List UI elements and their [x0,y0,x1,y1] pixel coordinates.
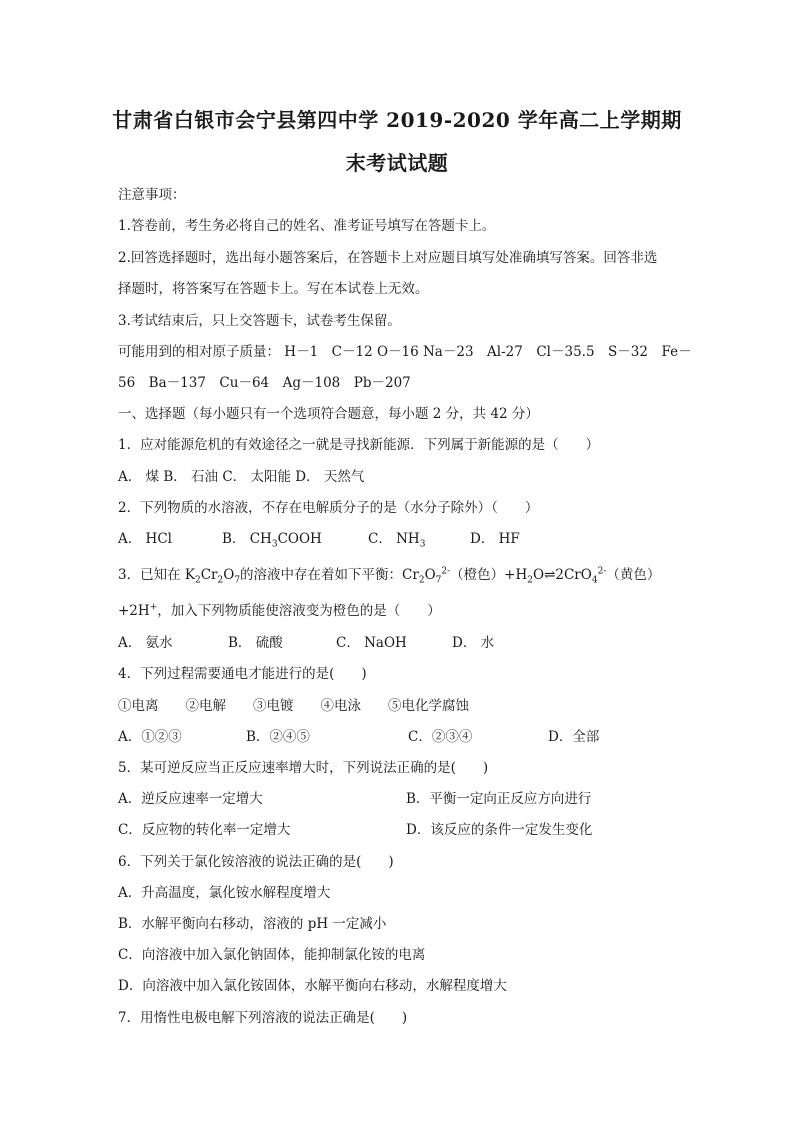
text: （橙色）+H [450,567,528,583]
subscript: 2 [217,575,224,586]
option-d: D．该反应的条件一定发生变化 [406,822,593,838]
option-b: B． 硫酸 [228,635,283,651]
option-c: C．②③④ [408,729,473,745]
subscript: 4 [591,575,598,586]
subscript: 2 [527,575,533,586]
section-heading: 一、选择题（每小题只有一个选项符合题意，每小题 2 分，共 42 分） [118,406,539,422]
text: （黄色） [606,567,661,583]
option-d: D． HF [470,531,520,547]
superscript: + [149,602,158,613]
text: Cr [200,567,218,583]
subscript: 3 [419,539,426,550]
notice-item-2-line-2: 择题时，将答案写在答题卡上。写在本试卷上无效。 [118,281,429,297]
option-a: A． 氨水 [118,635,173,651]
notice-item-2-line-1: 2.回答选择题时，选出每小题答案后，在答题卡上对应题目填写处准确填写答案。回答非选 [118,250,658,266]
option-b-text: B． CH [222,531,272,547]
question-3-stem-line-2 [118,602,688,620]
text: O [223,567,235,583]
question-6-option-c: C．向溶液中加入氯化钠固体，能抑制氯化铵的电离 [118,947,426,963]
option-c: C．反应物的转化率一定增大 [118,822,291,838]
option-b: B．平衡一定向正反应方向进行 [406,791,592,807]
question-6-option-a: A．升高温度，氯化铵水解程度增大 [118,885,331,901]
question-1-options: A． 煤 B． 石油 C． 太阳能 D． 天然气 [118,469,365,485]
atomic-masses-line-2: 56 Ba－137 Cu－64 Ag－108 Pb－207 [118,375,411,391]
question-6-option-d: D．向溶液中加入氯化铵固体，水解平衡向右移动，水解程度增大 [118,978,507,994]
subscript: 2 [194,575,201,586]
text: +2H [118,603,150,619]
text: O [424,567,436,583]
notice-heading: 注意事项： [118,187,186,203]
option-b-text-suffix: COOH [277,531,322,547]
notice-item-3: 3.考试结束后，只上交答题卡，试卷考生保留。 [118,313,401,329]
question-4-stem: 4．下列过程需要通电才能进行的是( ) [118,666,367,682]
question-3-stem-line-1 [118,566,688,584]
option-b: B．②④⑤ [246,729,310,745]
text: O⇌2CrO [533,567,592,583]
option-a: A．①②③ [118,729,182,745]
subscript: 2 [418,575,425,586]
notice-item-1: 1.答卷前，考生务必将自己的姓名、准考证号填写在答题卡上。 [118,218,496,234]
superscript: 2- [597,566,607,577]
atomic-masses-line-1: 可能用到的相对原子质量： H－1 C－12 O－16 Na－23 Al-27 Cl－35.5 S－32 Fe－ [118,344,692,360]
option-c [368,530,425,548]
question-6-stem: 6．下列关于氯化铵溶液的说法正确的是( ) [118,854,394,870]
option-a: A． HCl [118,531,172,547]
exam-title-line-1: 甘肃省白银市会宁县第四中学 2019-2020 学年高二上学期期 [112,108,682,132]
question-1-stem: 1．应对能源危机的有效途径之一就是寻找新能源．下列属于新能源的是（ ） [118,437,600,453]
subscript: 7 [234,575,241,586]
option-d: D． 水 [452,635,495,651]
option-c-text: C． NH [368,531,420,547]
text: ，加入下列物质能使溶液变为橙色的是（ ） [157,603,441,619]
option-c: C． NaOH [336,635,407,651]
subscript: 7 [435,575,442,586]
option-b [222,530,322,548]
text: 的溶液中存在着如下平衡：Cr [240,567,419,583]
text: 3．已知在 K [118,567,195,583]
subscript: 3 [271,539,278,550]
question-6-option-b: B．水解平衡向右移动，溶液的 pH 一定减小 [118,916,387,932]
question-2-stem: 2．下列物质的水溶液，不存在电解质分子的是（水分子除外）（ ） [118,500,539,516]
superscript: 2- [441,566,451,577]
option-d: D．全部 [548,729,600,745]
option-a: A．逆反应速率一定增大 [118,791,263,807]
exam-title-line-2: 末考试试题 [345,151,449,175]
question-4-items: ①电离 ②电解 ③电镀 ④电泳 ⑤电化学腐蚀 [118,698,469,714]
question-7-stem: 7．用惰性电极电解下列溶液的说法正确是( ) [118,1010,408,1026]
question-5-stem: 5．某可逆反应当正反应速率增大时，下列说法正确的是( ) [118,760,489,776]
